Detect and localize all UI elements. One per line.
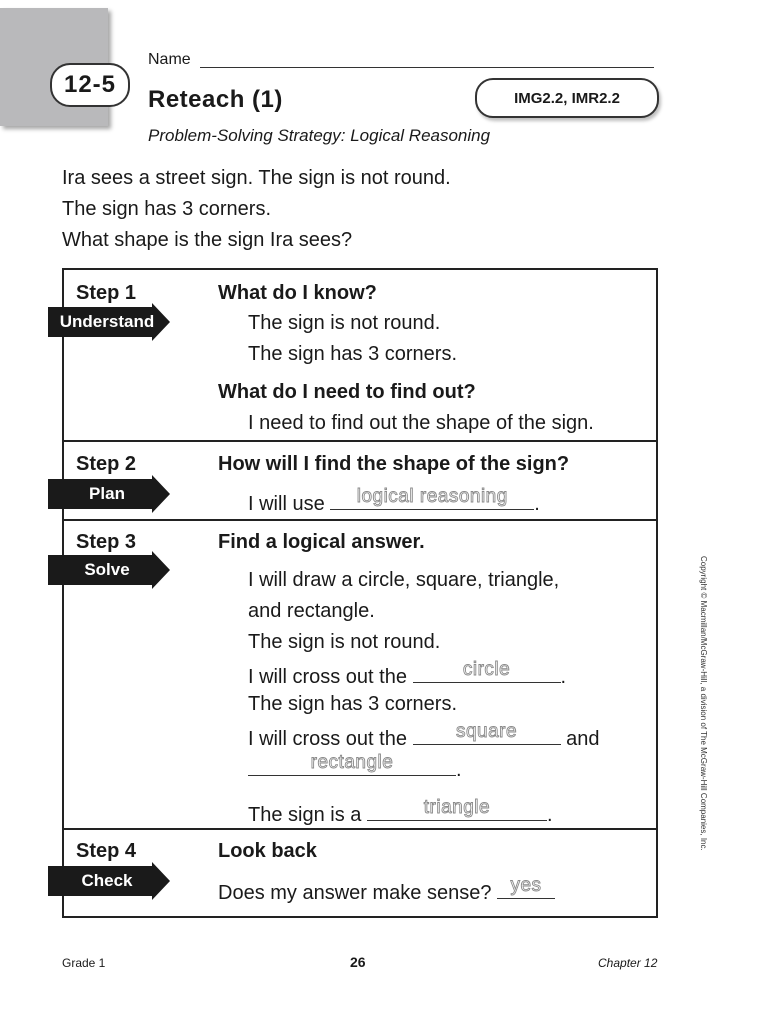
step-2-line-prefix: I will use — [248, 493, 325, 515]
step-1-line-2: The sign has 3 corners. — [248, 343, 457, 365]
name-label: Name — [148, 51, 191, 68]
page-number: 26 — [350, 954, 366, 970]
period: . — [456, 759, 462, 781]
step-4-box — [62, 828, 658, 918]
answer-blank[interactable] — [330, 486, 534, 510]
step-3-line-5: The sign has 3 corners. — [248, 693, 457, 715]
step-1-label: Step 1 — [76, 282, 137, 304]
answer-text: rectangle — [310, 752, 394, 773]
step-2-arrow-label: Plan — [89, 484, 125, 503]
step-1-line-3: I need to find out the shape of the sign. — [248, 412, 594, 434]
step-4-heading: Look back — [218, 840, 317, 862]
answer-text: square — [455, 721, 518, 742]
answer-blank[interactable] — [413, 721, 561, 745]
step-3-label: Step 3 — [76, 531, 137, 553]
standards-badge: IMG2.2, IMR2.2 — [475, 78, 659, 118]
period: . — [560, 666, 567, 688]
line-prefix: Does my answer make sense? — [218, 882, 492, 904]
answer-blank[interactable] — [497, 875, 555, 899]
problem-line-1: Ira sees a street sign. The sign is not round. — [62, 167, 451, 189]
step-3-arrow — [48, 551, 184, 589]
step-3-line-7 — [248, 752, 462, 782]
step-4-line — [218, 875, 555, 905]
footer-chapter: Chapter 12 — [598, 956, 658, 970]
step-4-arrow-label: Check — [81, 871, 133, 890]
page-title: Reteach (1) — [148, 86, 283, 113]
step-1-box — [59, 268, 658, 442]
step-3-line-6 — [248, 721, 600, 751]
period: . — [534, 493, 540, 515]
answer-text: circle — [462, 659, 511, 680]
answer-text: logical reasoning — [356, 486, 508, 507]
step-3-line-8 — [248, 797, 553, 827]
page-subtitle: Problem-Solving Strategy: Logical Reasoning — [148, 126, 491, 145]
step-3-line-2: and rectangle. — [248, 600, 375, 622]
line-suffix: and — [566, 728, 600, 750]
step-4-arrow — [48, 862, 184, 900]
step-1-heading-2: What do I need to find out? — [218, 381, 476, 403]
problem-line-2: The sign has 3 corners. — [62, 198, 271, 220]
step-2-box — [62, 440, 658, 521]
name-field-line[interactable] — [200, 67, 654, 68]
step-3-arrow-label: Solve — [84, 560, 130, 579]
line-prefix: I will cross out the — [248, 728, 407, 750]
step-1-arrow-label: Understand — [59, 312, 155, 331]
step-2-arrow — [48, 475, 184, 513]
problem-line-3: What shape is the sign Ira sees? — [62, 229, 353, 251]
step-1-arrow — [48, 303, 184, 341]
answer-blank[interactable] — [413, 659, 561, 683]
step-1-line-1: The sign is not round. — [248, 312, 441, 334]
answer-blank[interactable] — [367, 797, 547, 821]
period: . — [546, 804, 553, 826]
answer-text: yes — [510, 875, 542, 896]
step-3-line-3: The sign is not round. — [248, 631, 441, 653]
answer-blank[interactable] — [248, 752, 456, 776]
step-3-heading: Find a logical answer. — [218, 531, 425, 553]
copyright-notice: Copyright © Macmillan/McGraw-Hill, a division of The McGraw-Hill Companies, Inc. — [699, 556, 708, 851]
step-2-line — [248, 486, 540, 516]
lesson-number-badge: 12-5 — [50, 63, 130, 107]
step-3-box — [62, 519, 658, 830]
step-1-heading: What do I know? — [218, 282, 377, 304]
step-3-line-1: I will draw a circle, square, triangle, — [248, 569, 560, 591]
answer-text: triangle — [423, 797, 491, 818]
footer-grade: Grade 1 — [62, 956, 106, 970]
step-2-heading: How will I find the shape of the sign? — [218, 453, 570, 475]
step-2-label: Step 2 — [76, 453, 137, 475]
step-3-line-4 — [248, 659, 567, 689]
step-4-label: Step 4 — [76, 840, 137, 862]
line-prefix: I will cross out the — [248, 666, 407, 688]
line-prefix: The sign is a — [248, 804, 362, 826]
